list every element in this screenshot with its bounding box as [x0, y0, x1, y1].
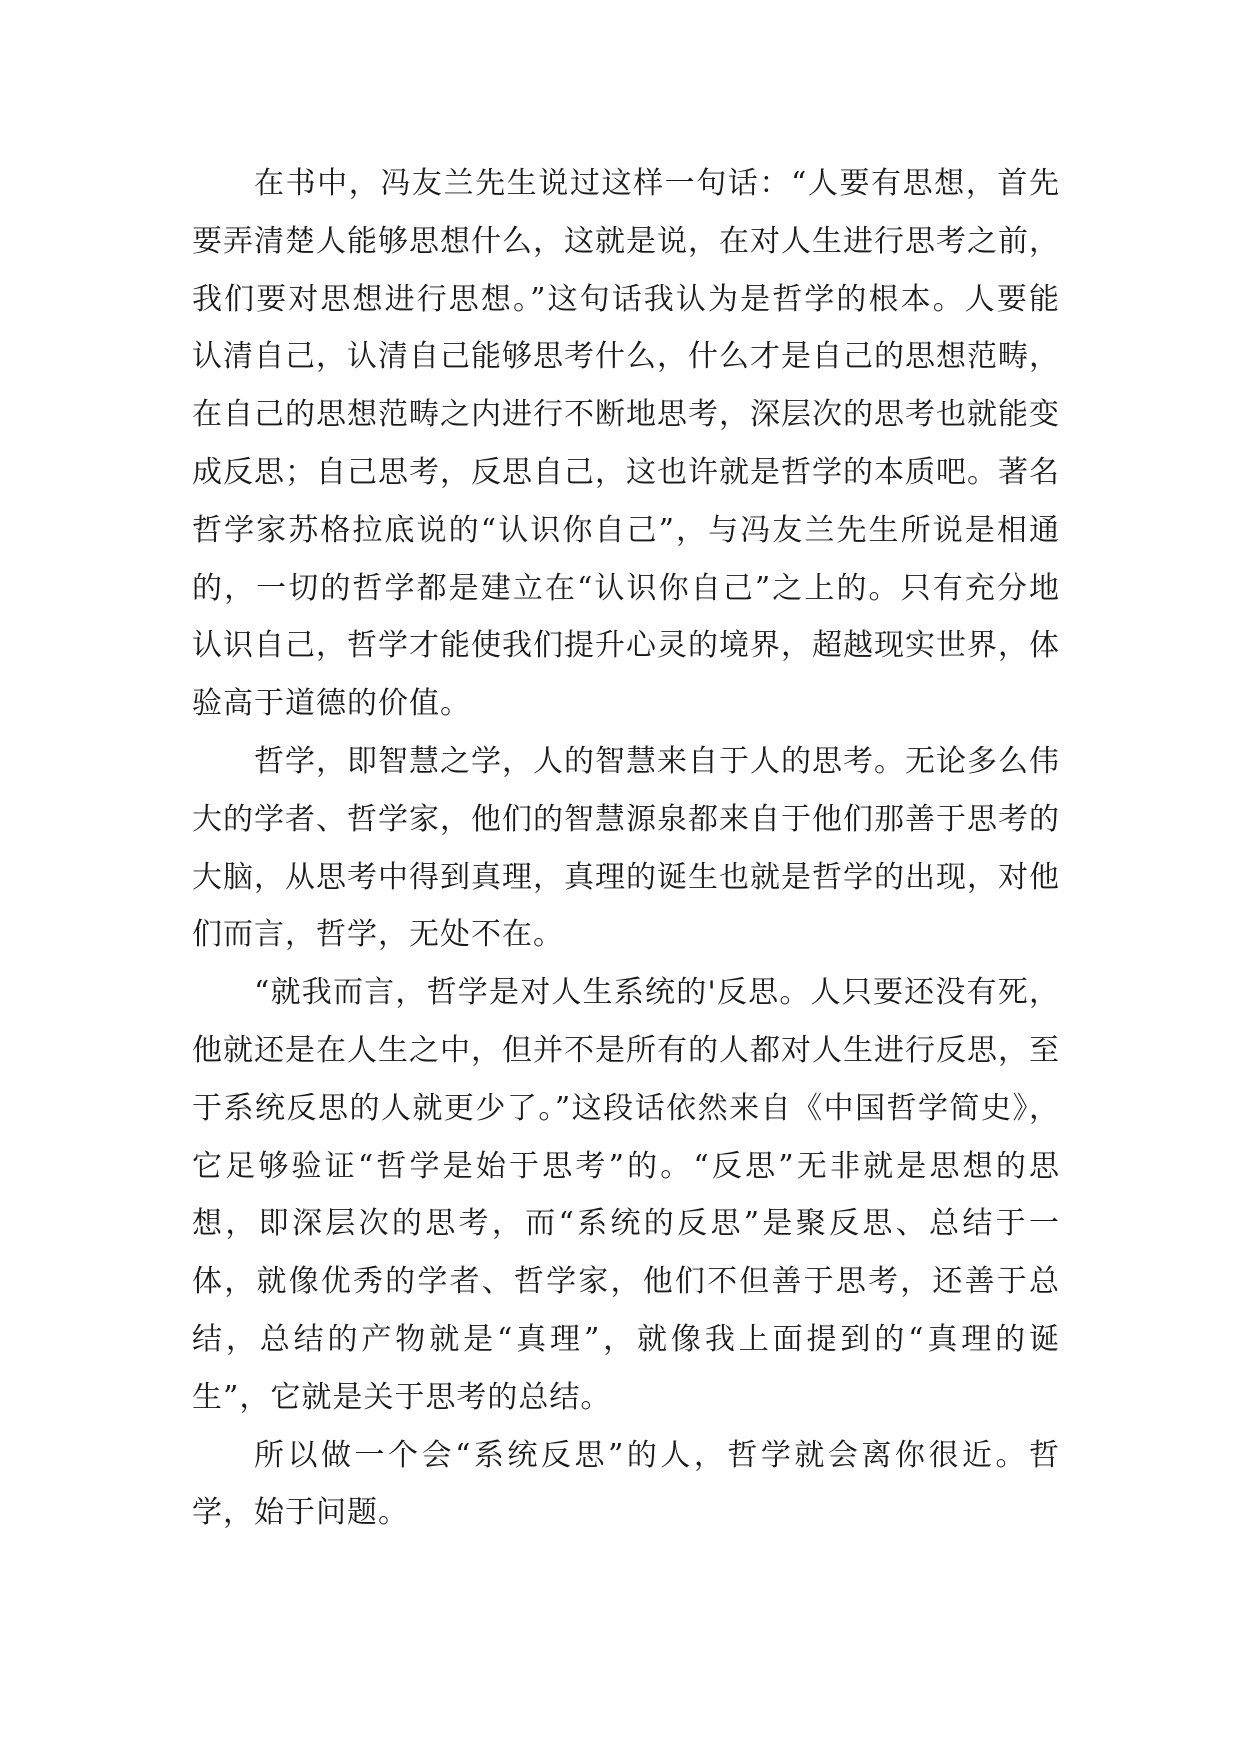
paragraph-feng-youlan-quote: 在书中，冯友兰先生说过这样一句话：“人要有思想，首先要弄清楚人能够思想什么，这就是说，在对人生进行思考之前，我们要对思想进行思想。”这句话我认为是哲学的根本。人要能认清自己，认清自己能够思考什么，什么才是自己的思想范畴，在自己的思想范畴之内进行不断地思考，深层次的思考也就能变成反思；自己思考，反思自己，这也许就是哲学的本质吧。著名哲学家苏格拉底说的“认识你自己”，与冯友兰先生所说是相通的，一切的哲学都是建立在“认识你自己”之上的。只有充分地认识自己，哲学才能使我们提升心灵的境界，超越现实世界，体验高于道德的价值。 [192, 166, 1060, 722]
document-body [192, 155, 1060, 1542]
paragraph-philosophy-wisdom: 哲学，即智慧之学，人的智慧来自于人的思考。无论多么伟大的学者、哲学家，他们的智慧源泉都来自于他们那善于思考的大脑，从思考中得到真理，真理的诞生也就是哲学的出现，对他们而言，哲学，无处不在。 [192, 743, 1060, 953]
paragraph-systematic-reflection: “就我而言，哲学是对人生系统的'反思。人只要还没有死，他就还是在人生之中，但并不是所有的人都对人生进行反思，至于系统反思的人就更少了。”这段话依然来自《中国哲学简史》，它足够验证“哲学是始于思考”的。“反思”无非就是思想的思想，即深层次的思考，而“系统的反思”是聚反思、总结于一体，就像优秀的学者、哲学家，他们不但善于思考，还善于总结，总结的产物就是“真理”，就像我上面提到的“真理的诞生”，它就是关于思考的总结。 [192, 975, 1060, 1415]
paragraph-conclusion: 所以做一个会“系统反思”的人，哲学就会离你很近。哲学，始于问题。 [192, 1437, 1060, 1531]
